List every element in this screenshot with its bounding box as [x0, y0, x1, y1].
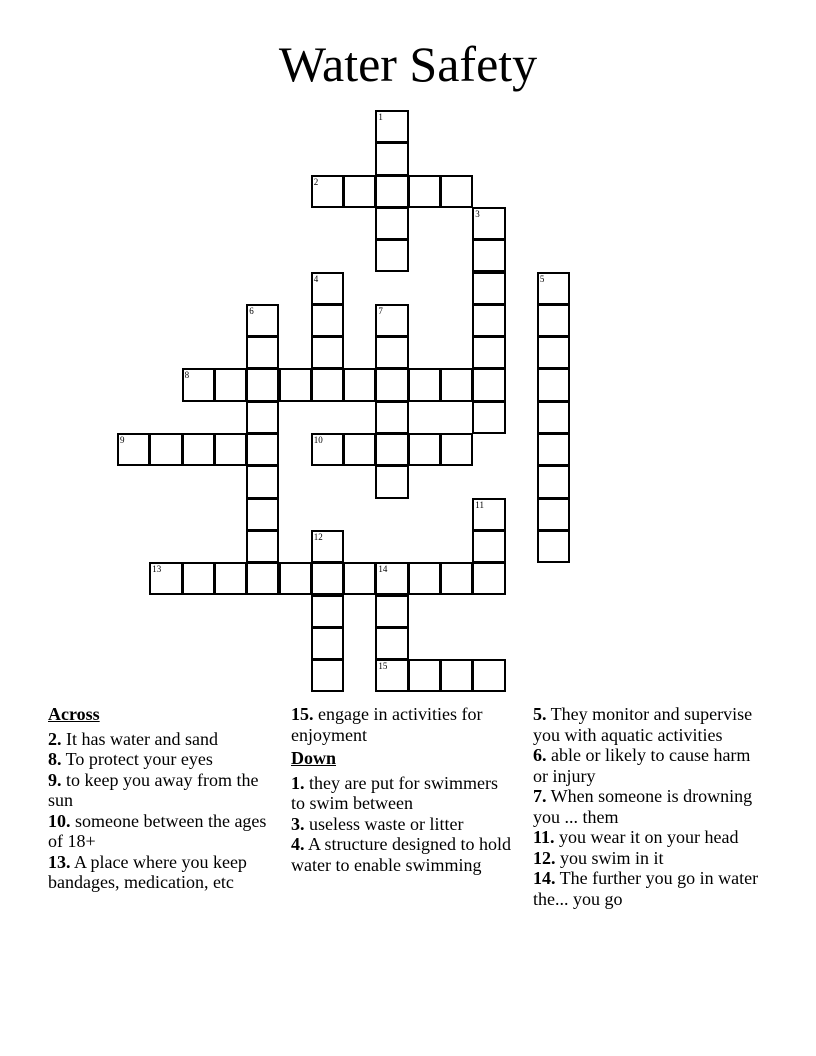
cell-number: 13	[152, 564, 162, 575]
grid-cell[interactable]	[375, 368, 408, 401]
grid-cell[interactable]	[182, 433, 215, 466]
grid-cell[interactable]	[182, 368, 215, 401]
clue-number: 12.	[533, 847, 556, 868]
clue-down	[291, 773, 513, 814]
clue-number: 11.	[533, 827, 555, 847]
grid-cell[interactable]	[472, 498, 505, 531]
grid-cell[interactable]	[472, 272, 505, 305]
clues-column-2	[291, 703, 513, 875]
clues-column-1	[48, 703, 284, 893]
clue-text: They monitor and supervise you with aquatic activities	[533, 704, 753, 745]
grid-cell[interactable]	[537, 530, 570, 563]
grid-cell[interactable]	[375, 142, 408, 175]
clue-text: To protect your eyes	[61, 749, 213, 769]
grid-cell[interactable]	[537, 433, 570, 466]
clue-text: to keep you away from the sun	[48, 769, 259, 810]
clue-down	[291, 834, 513, 875]
grid-cell[interactable]	[149, 433, 182, 466]
grid-cell[interactable]	[408, 368, 441, 401]
grid-cell[interactable]	[440, 659, 473, 692]
grid-cell[interactable]	[117, 433, 150, 466]
down-heading: Down	[291, 748, 337, 768]
cell-number: 1	[378, 112, 383, 122]
grid-cell[interactable]	[375, 239, 408, 272]
clue-text: you wear it on your head	[554, 827, 739, 847]
grid-cell[interactable]	[537, 272, 570, 305]
grid-cell[interactable]	[311, 562, 344, 595]
grid-cell[interactable]	[343, 433, 376, 466]
grid-cell[interactable]	[311, 304, 344, 337]
clue-down	[533, 704, 769, 745]
cell-number: 8	[184, 370, 190, 381]
grid-cell[interactable]	[375, 304, 408, 337]
grid-cell[interactable]	[149, 562, 182, 595]
grid-cell[interactable]	[311, 627, 344, 660]
clue-number: 15.	[291, 704, 314, 724]
grid-cell[interactable]	[343, 562, 376, 595]
cell-number: 3	[475, 208, 480, 219]
clue-text: A structure designed to hold water to enable swimming	[291, 834, 511, 875]
clue-text: useless waste or litter	[304, 813, 464, 834]
clue-number: 1.	[291, 772, 305, 793]
cell-number: 11	[475, 499, 484, 510]
clue-number: 4.	[291, 834, 305, 854]
grid-cell[interactable]	[311, 433, 344, 466]
across-heading: Across	[48, 704, 100, 724]
clues-column-3	[533, 703, 769, 909]
clue-down	[533, 848, 769, 869]
cell-number: 2	[313, 176, 319, 187]
clue-text: When someone is drowning you ... them	[533, 786, 753, 827]
grid-cell[interactable]	[375, 336, 408, 369]
grid-cell[interactable]	[375, 465, 408, 498]
clue-number: 8.	[48, 749, 62, 769]
grid-cell[interactable]	[214, 368, 247, 401]
cell-number: 4	[313, 273, 319, 284]
grid-cell[interactable]	[246, 562, 279, 595]
clue-across	[48, 770, 284, 811]
clue-text: The further you go in water the... you go	[533, 868, 759, 909]
grid-cell[interactable]	[375, 433, 408, 466]
clue-across	[291, 704, 513, 745]
clue-text: you swim in it	[555, 847, 664, 868]
grid-cell[interactable]	[375, 659, 408, 692]
cell-number: 12	[313, 531, 323, 542]
grid-cell[interactable]	[472, 530, 505, 563]
clue-number: 10.	[48, 810, 71, 831]
cell-number: 5	[539, 273, 545, 284]
clue-down	[533, 827, 769, 848]
grid-cell[interactable]	[343, 175, 376, 208]
clue-number: 3.	[291, 813, 305, 834]
clue-text: A place where you keep bandages, medication, etc	[48, 851, 247, 892]
grid-cell[interactable]	[311, 659, 344, 692]
clue-number: 2.	[48, 728, 62, 749]
grid-cell[interactable]	[537, 498, 570, 531]
grid-cell[interactable]	[246, 433, 279, 466]
grid-cell[interactable]	[246, 304, 279, 337]
grid-cell[interactable]	[311, 530, 344, 563]
clue-across	[48, 852, 284, 893]
grid-cell[interactable]	[440, 562, 473, 595]
grid-cell[interactable]	[375, 401, 408, 434]
cell-number: 10	[313, 435, 323, 445]
grid-cell[interactable]	[375, 562, 408, 595]
grid-cell[interactable]	[214, 562, 247, 595]
grid-cell[interactable]	[375, 595, 408, 628]
grid-cell[interactable]	[311, 595, 344, 628]
grid-cell[interactable]	[375, 175, 408, 208]
clue-text: someone between the ages of 18+	[48, 810, 267, 851]
clue-down	[533, 786, 769, 827]
grid-cell[interactable]	[472, 207, 505, 240]
grid-cell[interactable]	[472, 659, 505, 692]
cell-number: 6	[249, 305, 254, 316]
grid-cell[interactable]	[472, 368, 505, 401]
clue-number: 6.	[533, 745, 547, 765]
clue-across	[48, 811, 284, 852]
clue-down	[291, 814, 513, 835]
grid-cell[interactable]	[375, 627, 408, 660]
clue-across	[48, 749, 284, 770]
grid-cell[interactable]	[311, 368, 344, 401]
grid-cell[interactable]	[311, 175, 344, 208]
grid-cell[interactable]	[375, 207, 408, 240]
clue-number: 14.	[533, 868, 556, 888]
grid-cell[interactable]	[246, 336, 279, 369]
grid-cell[interactable]	[537, 304, 570, 337]
grid-cell[interactable]	[214, 433, 247, 466]
clue-number: 13.	[48, 851, 71, 872]
clue-number: 5.	[533, 704, 547, 724]
clue-number: 7.	[533, 786, 547, 806]
clue-text: they are put for swimmers to swim between	[291, 772, 498, 813]
page-title: Water Safety	[278, 36, 538, 92]
grid-cell[interactable]	[279, 368, 312, 401]
grid-cell[interactable]	[537, 336, 570, 369]
clue-across	[48, 729, 284, 750]
grid-cell[interactable]	[246, 465, 279, 498]
grid-cell[interactable]	[246, 368, 279, 401]
grid-cell[interactable]	[472, 336, 505, 369]
clue-number: 9.	[48, 769, 62, 790]
grid-cell[interactable]	[440, 368, 473, 401]
grid-cell[interactable]	[311, 336, 344, 369]
grid-cell[interactable]	[472, 562, 505, 595]
cell-number: 14	[378, 564, 388, 575]
cell-number: 7	[378, 305, 383, 316]
clue-text: It has water and sand	[61, 728, 218, 749]
grid-cell[interactable]	[472, 239, 505, 272]
grid-cell[interactable]	[408, 562, 441, 595]
grid-cell[interactable]	[537, 401, 570, 434]
clue-down	[533, 868, 769, 909]
grid-cell[interactable]	[408, 659, 441, 692]
grid-cell[interactable]	[472, 304, 505, 337]
grid-cell[interactable]	[408, 175, 441, 208]
clue-text: engage in activities for enjoyment	[291, 704, 483, 745]
grid-cell[interactable]	[440, 433, 473, 466]
grid-cell[interactable]	[246, 401, 279, 434]
grid-cell[interactable]	[182, 562, 215, 595]
clue-down	[533, 745, 769, 786]
cell-number: 9	[120, 435, 125, 445]
grid-cell[interactable]	[246, 530, 279, 563]
cell-number: 15	[378, 661, 388, 672]
grid-cell[interactable]	[279, 562, 312, 595]
grid-cell[interactable]	[343, 368, 376, 401]
clue-text: able or likely to cause harm or injury	[533, 745, 751, 786]
grid-cell[interactable]	[408, 433, 441, 466]
grid-cell[interactable]	[375, 110, 408, 143]
grid-cell[interactable]	[472, 401, 505, 434]
grid-cell[interactable]	[537, 465, 570, 498]
grid-cell[interactable]	[311, 272, 344, 305]
grid-cell[interactable]	[440, 175, 473, 208]
grid-cell[interactable]	[537, 368, 570, 401]
grid-cell[interactable]	[246, 498, 279, 531]
